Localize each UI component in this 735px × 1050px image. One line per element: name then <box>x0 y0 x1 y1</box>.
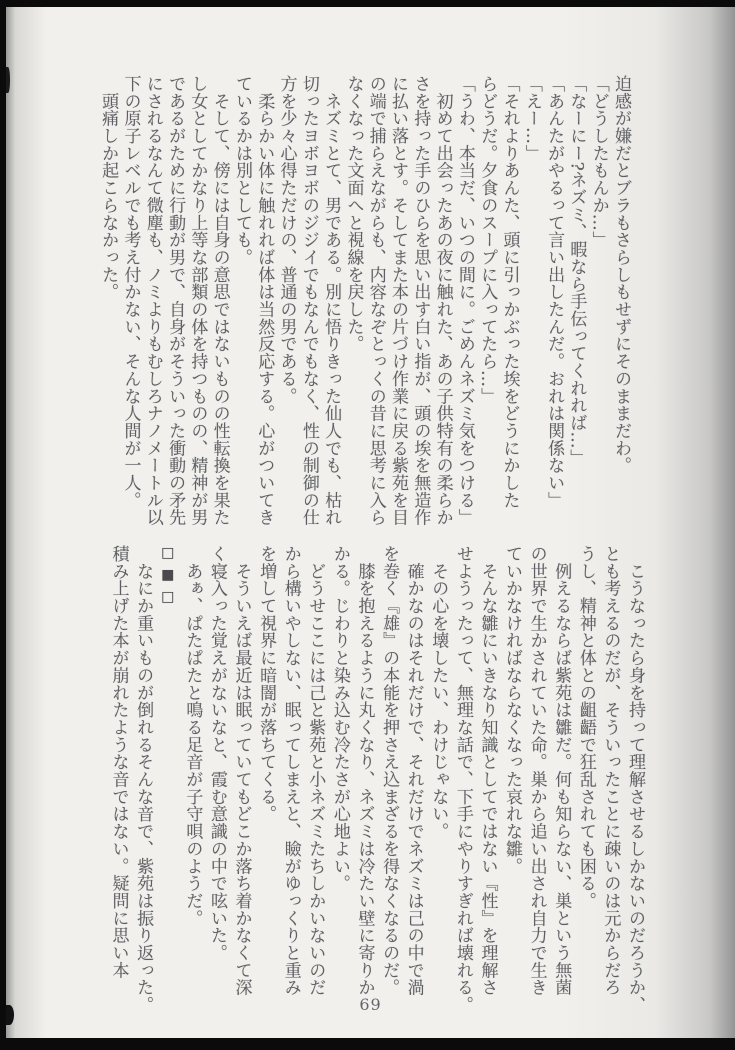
text-column: 迫感が嫌だとブラもさらしもせずにそのままだわ。 <box>611 75 631 475</box>
text-column: し女としてかなり上等な部類の体を持つものの、精神が男 <box>187 75 208 527</box>
text-column: 膝を抱えるように丸くなり、ネズミは冷たい壁に寄りか <box>354 545 375 997</box>
text-column: こうなったら身を持って理解させるしかないのだろうか、 <box>625 545 645 1014</box>
text-column: を増して視界に暗闇が落ちてくる。 <box>256 545 277 823</box>
text-column: 切ったヨボヨボのジジイでもなんでもなく、性の制御の仕 <box>298 75 319 527</box>
text-column: そんな雛にいきなり知識としてではない『性』を理解さ <box>477 545 498 997</box>
text-column: にされるなんて微塵も、ノミよりもむしろナノメートル以 <box>142 75 163 527</box>
text-column: ていかなければならなくなった哀れな雛。 <box>502 545 523 875</box>
text-column: の端で捕らえながらも、内容なぞとっくの昔に思考に入ら <box>365 75 386 527</box>
text-block-bottom <box>106 545 647 1023</box>
text-column: 「えー…」 <box>521 75 542 162</box>
text-column: あぁ、ぱたぱたと鳴る足音が子守唄のようだ。 <box>182 545 203 927</box>
section-divider-squares: □■□ <box>159 545 176 611</box>
text-column: なくなった文面へと視線を戻した。 <box>343 75 364 353</box>
text-column: ているかは別としても。 <box>231 75 252 266</box>
text-column: そういえば最近は眠っていてもどこか落ち着かなくて深 <box>231 545 252 997</box>
text-column: らどうだ。夕食のスープに入ってたら…」 <box>477 75 498 405</box>
text-column: 積み上げた本が崩れたような音ではない。疑問に思い本 <box>108 545 129 979</box>
text-block-top <box>97 75 632 540</box>
text-column: ネズミとて、男である。別に悟りきった仙人でも、枯れ <box>321 75 342 527</box>
text-column: であるがために行動が男で、自身がそういった衝動の矛先 <box>165 75 186 527</box>
text-column: 「うわ、本当だ、いつの間に。ごめんネズミ気をつける」 <box>454 75 475 527</box>
text-column: 「なーにー?ネズミ、暇なら手伝ってくれれば…」 <box>566 75 587 467</box>
text-column: その心を壊したい、わけじゃない。 <box>428 545 449 840</box>
text-column: そして、傍には自身の意思ではないものの性転換を果た <box>209 75 230 527</box>
text-column: から構いやしない、眠ってしまえと、瞼がゆっくりと重み <box>280 545 301 997</box>
scan-artifact-blob <box>6 1005 14 1025</box>
text-column: に払い落とす。そしてまた本の片づけ作業に戻る紫苑を目 <box>388 75 409 527</box>
text-column: うし、精神と体との齟齬で狂乱されても困る。 <box>575 545 596 910</box>
scan-artifact-mark <box>6 67 10 93</box>
text-column: く寝入った覚えがないなと、霞む意識の中で呟いた。 <box>206 545 227 962</box>
text-column: 下の原子レベルでも考え付かない、そんな人間が一人。 <box>120 75 141 509</box>
text-column: 「それよりあんた、頭に引っかぶった埃をどうにかした <box>499 75 520 509</box>
text-column: さを持った手のひらを思い出す白い指が、頭の埃を無造作 <box>410 75 431 527</box>
text-column: 方を少々心得ただけの、普通の男である。 <box>276 75 297 405</box>
page-number: 69 <box>359 995 382 1014</box>
text-column: 「どうしたもんか…」 <box>588 75 609 249</box>
text-column: とも考えるのだが、そういったことに疎いのは元からだろ <box>600 545 621 997</box>
text-column: 頭痛しか起こらなかった。 <box>98 75 119 301</box>
text-column: なにか重いものが倒れるそんな音で、紫苑は振り返った。 <box>133 545 154 1014</box>
text-column: を巻く『雄』の本能を押さえ込まざるを得なくなるのだ。 <box>379 545 400 997</box>
text-column: 確かなのはそれだけで、それだけでネズミは己の中で渦 <box>403 545 424 997</box>
text-column: 初めて出会ったあの夜に触れた、あの子供特有の柔らか <box>432 75 453 527</box>
text-column: かる。じわりと染み込む冷たさが心地よい。 <box>329 545 350 892</box>
scanned-page-paper <box>6 7 735 1038</box>
text-column: 柔らかい体に触れれば体は当然反応する。心がついてき <box>254 75 275 527</box>
text-column: どうせここには己と紫苑と小ネズミたちしかいないのだ <box>305 545 326 997</box>
text-column: の世界で生かされていた命。巣から追い出され自力で生き <box>526 545 547 997</box>
text-column: せようったって、無理な話で、下手にやりすぎれば壊れる。 <box>452 545 473 1014</box>
text-column: 例えるならば紫苑は雛だ。何も知らない、巣という無菌 <box>551 545 572 997</box>
text-column: 「あんたがやるって言い出したんだ。おれは関係ない」 <box>544 75 565 509</box>
